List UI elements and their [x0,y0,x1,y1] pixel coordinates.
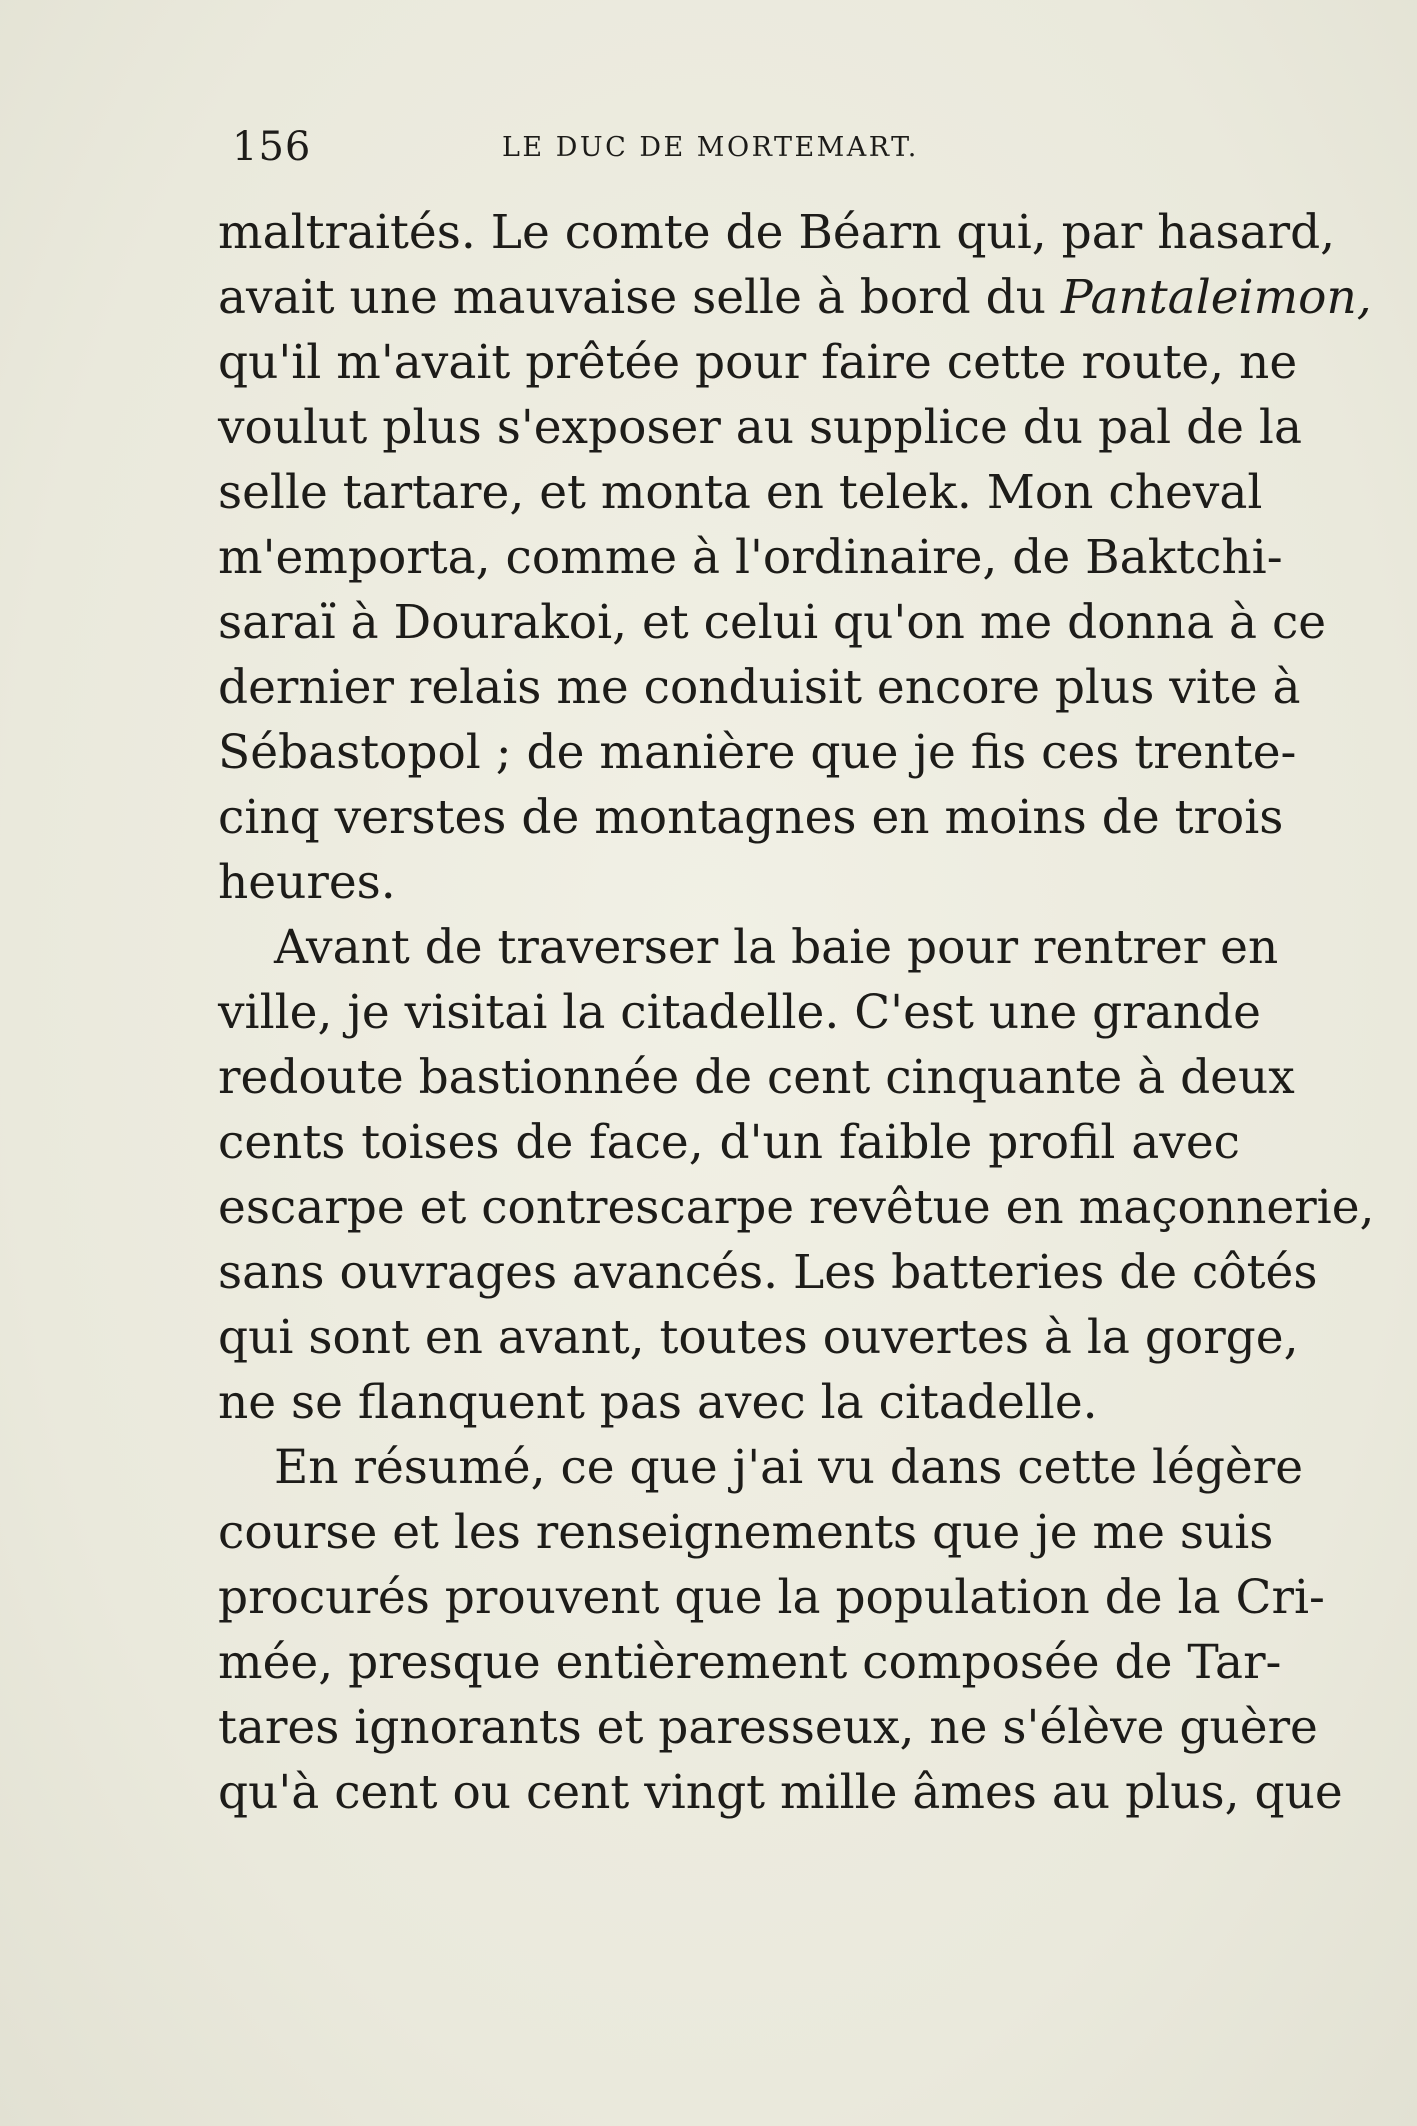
text-line: maltraités. Le comte de Béarn qui, par hasard, [218,205,1336,260]
text-line: qui sont en avant, toutes ouvertes à la gorge, [218,1310,1299,1365]
text-line: Sébastopol ; de manière que je fis ces trente- [218,725,1297,780]
text-line: Avant de traverser la baie pour rentrer en [274,920,1279,975]
text-line: ne se flanquent pas avec la citadelle. [218,1375,1098,1430]
text-line: cents toises de face, d'un faible profil avec [218,1115,1240,1170]
text-line [218,265,1372,330]
text-line: sans ouvrages avancés. Les batteries de côtés [218,1245,1318,1300]
paragraph-2 [218,915,1375,1435]
running-title: LE DUC DE MORTEMART. [502,132,919,163]
text-line: m'emporta, comme à l'ordinaire, de Baktchi- [218,530,1283,585]
text-line: qu'à cent ou cent vingt mille âmes au plus, que [218,1765,1343,1820]
text-line: escarpe et contrescarpe revêtue en maçonnerie, [218,1180,1375,1235]
text-line: ville, je visitai la citadelle. C'est une grande [218,985,1261,1040]
text-line: saraï à Dourakoi, et celui qu'on me donna à ce [218,595,1327,650]
paragraph-1 [218,200,1372,915]
page-number: 156 [232,124,312,170]
text-line: course et les renseignements que je me suis [218,1505,1274,1560]
text-line: cinq verstes de montagnes en moins de trois [218,790,1284,845]
text-line-fragment: avait une mauvaise selle à bord du [218,270,1061,325]
text-line: En résumé, ce que j'ai vu dans cette légère [274,1440,1304,1495]
text-line: heures. [218,855,396,910]
body-text [218,200,1375,1825]
ship-name: Pantaleimon, [1060,270,1372,325]
text-line: qu'il m'avait prêtée pour faire cette route, ne [218,335,1298,390]
text-line: dernier relais me conduisit encore plus vite à [218,660,1301,715]
text-line: procurés prouvent que la population de la Cri- [218,1570,1325,1625]
text-line: voulut plus s'exposer au supplice du pal de la [218,400,1302,455]
text-line: redoute bastionnée de cent cinquante à deux [218,1050,1295,1105]
paragraph-3 [218,1435,1343,1825]
text-line: mée, presque entièrement composée de Tar- [218,1635,1282,1690]
page-header [232,122,1242,172]
text-line: selle tartare, et monta en telek. Mon cheval [218,465,1263,520]
text-line: tares ignorants et paresseux, ne s'élève guère [218,1700,1318,1755]
